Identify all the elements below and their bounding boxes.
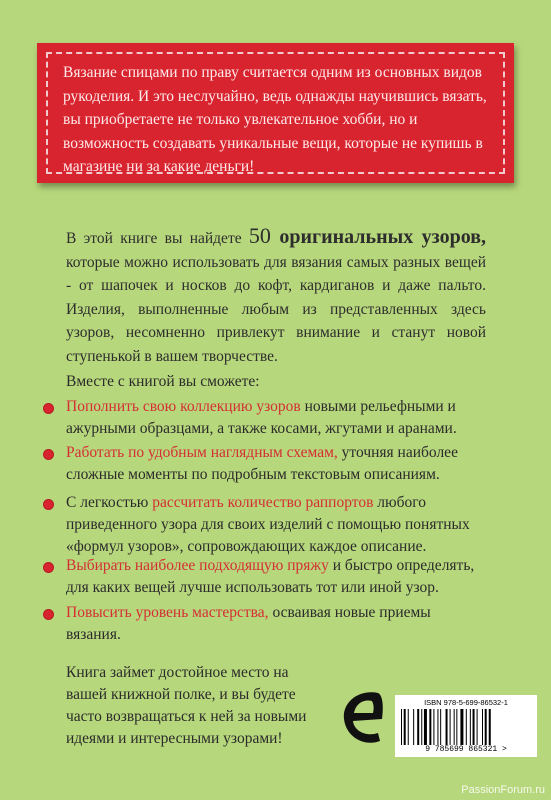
watermark: PassionForum.ru: [461, 784, 545, 796]
item-highlight: Пополнить свою коллекцию узоров: [66, 398, 301, 415]
intro-number: 50: [248, 223, 271, 248]
item-highlight: рассчитать количество раппортов: [152, 494, 374, 511]
list-item: С легкостью рассчитать количество раппортов любого приведенного узора для своих изделий с помощью понятных «формул узоров», сопровождающих каждое описание.: [66, 494, 470, 555]
item-highlight: Выбирать наиболее подходящую пряжу: [66, 557, 329, 574]
item-highlight: Работать по удобным наглядным схемам,: [66, 444, 338, 461]
publisher-logo-icon: [338, 685, 388, 750]
list-item: Пополнить свою коллекцию узоров новыми рельефными и ажурными образцами, а также косами, жгутами и аранами.: [66, 398, 457, 437]
barcode: [395, 695, 537, 757]
bullet-icon: [43, 499, 54, 510]
banner-text: Вязание спицами по праву считается одним из основных видов рукоделия. И это неслучайно, ведь однажды научившись вязать, вы приобретаете не только увлекательное хобби, но и возможность создавать уникальные вещи, которые не купишь в магазине ни за какие деньги!: [63, 64, 487, 175]
intro-bold: оригинальных узоров,: [270, 226, 486, 248]
list-item: Выбирать наиболее подходящую пряжу и быстро определять, для каких вещей лучше использовать тот или иной узор.: [66, 557, 475, 596]
intro-part2: которые можно использовать для вязания самых разных вещей - от шапочек и носков до кофт, кардиганов и даже пальто. Изделия, выполненные любым из представленных здесь узоров, несомненно привлекут внимание и станут новой ступенькой в вашем творчестве.: [66, 253, 486, 365]
bullet-icon: [43, 449, 54, 460]
barcode-bars: [399, 709, 533, 745]
list-item: Повысить уровень мастерства, осваивая новые приемы вязания.: [66, 604, 431, 643]
intro-banner: [37, 43, 514, 183]
bullet-icon: [43, 403, 54, 414]
list-lead: Вместе с книгой вы сможете:: [66, 373, 260, 390]
isbn-label: ISBN 978-5-699-86532-1: [424, 698, 508, 707]
barcode-digits: 9 785699 865321 >: [425, 745, 507, 754]
intro-paragraph: [66, 224, 486, 368]
list-item: Работать по удобным наглядным схемам, уточняя наиболее сложные моменты по подробным текстовым описаниям.: [66, 444, 458, 483]
bullet-icon: [43, 609, 54, 620]
closing-paragraph: Книга займет достойное место на вашей книжной полке, и вы будете часто возвращаться к ней за новыми идеями и интересными узорами!: [66, 664, 307, 747]
bullet-icon: [43, 562, 54, 573]
intro-part1: В этой книге вы найдете: [66, 230, 249, 247]
item-highlight: Повысить уровень мастерства,: [66, 604, 269, 621]
